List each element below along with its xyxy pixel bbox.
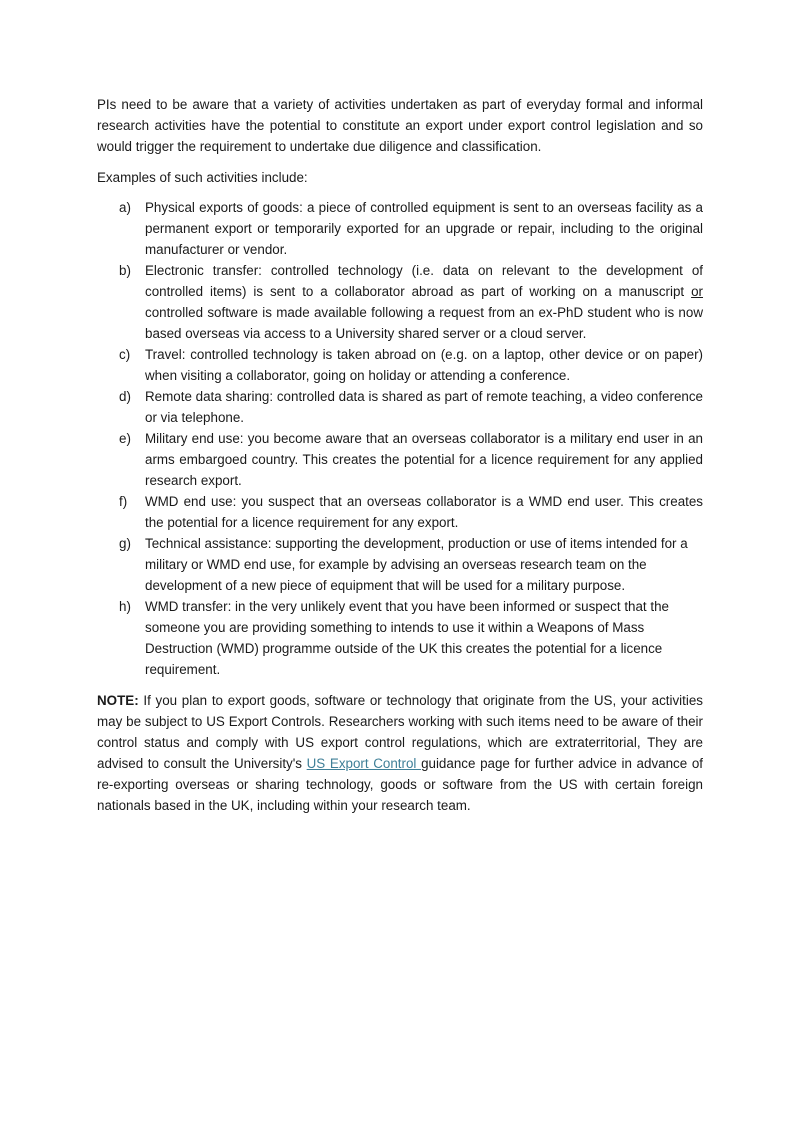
list-item-text-after: controlled software is made available following a request from an ex-PhD student who is now based overseas via access to a University shared server or a cloud server. [145,305,703,341]
list-item-text: Military end use: you become aware that an overseas collaborator is a military end user in an arms embargoed country. This creates the potential for a licence requirement for any applied research export. [145,431,703,488]
list-marker: h) [119,599,131,614]
list-item-text: Travel: controlled technology is taken abroad on (e.g. on a laptop, other device or on paper) when visiting a collaborator, going on holiday or attending a conference. [145,347,703,383]
list-item-text [145,260,703,344]
intro-paragraph: PIs need to be aware that a variety of activities undertaken as part of everyday formal and informal research activities have the potential to constitute an export under export control legislation and so would trigger the requirement to undertake due diligence and classification. [97,97,703,154]
list-item [97,260,703,344]
list-item [97,344,703,386]
list-item-text: Technical assistance: supporting the development, production or use of items intended for a military or WMD end use, for example by advising an overseas research team on the development of a new piece of equipment that will be used for a military purpose. [145,536,688,593]
list-item-text-before: Electronic transfer: controlled technology (i.e. data on relevant to the development of controlled items) is sent to a collaborator abroad as part of working on a manuscript [145,263,703,299]
note-paragraph [97,690,703,816]
list-marker: c) [119,347,131,362]
list-item [97,197,703,260]
note-text-after: guidance page for further advice in advance of re-exporting overseas or sharing technology, goods or software from the US with certain foreign nationals based in the UK, including within your research team. [97,756,703,813]
list-item-text: WMD end use: you suspect that an overseas collaborator is a WMD end user. This creates the potential for a licence requirement for any export. [145,494,703,530]
list-marker: a) [119,200,131,215]
list-marker: e) [119,431,131,446]
list-marker: g) [119,536,131,551]
us-export-control-link[interactable]: US Export Control [306,756,422,771]
list-item-text: WMD transfer: in the very unlikely event that you have been informed or suspect that the someone you are providing something to intends to use it within a Weapons of Mass Destruction (WMD) programme outside of the UK this creates the potential for a licence requirement. [145,599,669,677]
activities-list [97,197,703,680]
note-text-before: If you plan to export goods, software or technology that originate from the US, your activities may be subject to US Export Controls. Researchers working with such items need to be aware of their control status and comply with US export control regulations, which are extraterritorial, They are advised to consult the University's [97,693,703,771]
list-item [97,596,703,680]
list-marker: d) [119,389,131,404]
list-item [97,428,703,491]
list-item [97,533,703,596]
list-item [97,386,703,428]
list-marker: b) [119,263,131,278]
list-marker: f) [119,494,128,509]
list-item-text: Physical exports of goods: a piece of controlled equipment is sent to an overseas facility as a permanent export or temporarily exported for an upgrade or repair, including to the original manufacturer or vendor. [145,200,703,257]
list-item-text: Remote data sharing: controlled data is shared as part of remote teaching, a video conference or via telephone. [145,389,703,425]
examples-label: Examples of such activities include: [97,170,308,185]
underlined-word: or [691,284,703,299]
list-item [97,491,703,533]
note-label: NOTE: [97,693,139,708]
document-page [97,94,703,816]
